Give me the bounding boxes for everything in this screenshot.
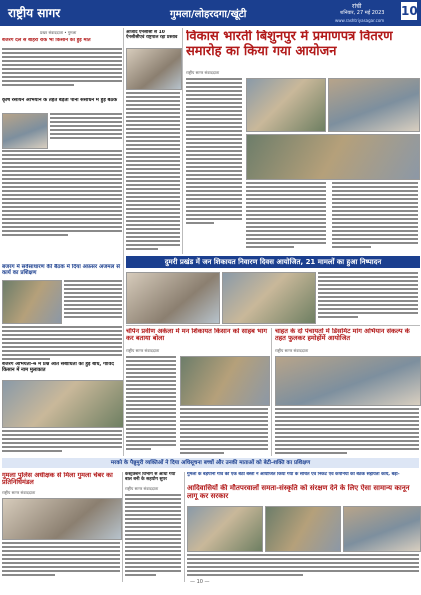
mid-right-story-byline: राष्ट्रीय सागर संवाददाता [275, 348, 309, 353]
newspaper-name: राष्ट्रीय सागर [8, 6, 61, 20]
left-story1-headline: बजरंग दल से बाहरी रोक भी किसान की हुई मौत [2, 38, 91, 43]
mid-right-story-headline: चाहत के दो पंचायतों में डिसमिट मांग अभियान संकल्प के तहत फुलकर हमोहोंमें आयोजित [275, 328, 410, 343]
bottom-band-text [187, 554, 419, 580]
band-story-photo-2 [222, 272, 316, 324]
bottom-mid-story-text [125, 494, 181, 580]
page-footer: — 10 — [190, 579, 210, 585]
column-divider [182, 28, 183, 254]
masthead [0, 0, 421, 26]
left-column-label: प्रखर संवाददाता • गुमला [40, 30, 77, 35]
mid-left-story-byline: राष्ट्रीय सागर संवाददाता [126, 348, 160, 353]
column-divider [123, 28, 124, 456]
bottom-mid-story-byline: राष्ट्रीय सागर संवाददाता [125, 486, 159, 491]
left-story4-text [2, 430, 122, 454]
left-story2-headline: कृषि रसायन अभियान के तहत बड़ती पानी संसाधन में हुई बैठक [2, 98, 118, 103]
column-divider [122, 472, 123, 582]
bottom-band-kicker: गुमला के बड़ेपानी गांव की एक बैठी बस्ती ने आयोजित किया गया के संचित एवं निकट एवं कंपनियों की बैठक सहायता कार्य, बड़ा- [187, 472, 400, 477]
mid-right-story-text [275, 408, 419, 456]
left-story1-text [2, 48, 122, 94]
left-story3-photo [2, 280, 62, 324]
bottom-left-story-byline: राष्ट्रीय सागर संवाददाता [2, 490, 36, 495]
lead-story-text-col1 [186, 78, 242, 228]
section-divider [126, 325, 420, 326]
lower-band-headline: मरको के पैन्नुमुरी व्यक्तिओं ने दिया अधिसूचना बच्चों और उनकी माताओं को बेटी-शक्ति का प्रशिक्षण [2, 458, 419, 468]
small-story-photo [126, 48, 182, 90]
left-story2-side-text [50, 113, 122, 147]
bottom-mid-story-headline: कंस्ट्रक्शन विभाग से आधा गया बाल बनी के सहयोग सुपर [125, 472, 176, 483]
bottom-band-photo-2 [265, 506, 341, 552]
mid-left-story-photo [180, 356, 270, 406]
bottom-band-photo-3 [343, 506, 421, 552]
bottom-left-story-photo [2, 498, 122, 540]
column-divider [184, 472, 185, 582]
lead-story-photo-2 [328, 78, 420, 132]
website: www.rashtriyasagar.com [335, 18, 385, 23]
bottom-left-story-headline: गुमला पुलिस अधीक्षक से मिला गुमला चेंबर का प्रतिनिधिमंडल [2, 472, 113, 487]
edition-date: शनिवार, 27 मई 2023 [340, 10, 385, 16]
left-story3-headline: बजरंग में सर्वसाधारण की बैठक में दिया अफ़सर अजमल से कार्य का प्रशिक्षण [2, 264, 120, 277]
column-divider [271, 328, 272, 456]
band-story-headline: दुमरी प्रखंड में जन शिकायत निवारण दिवस आयोजित, 21 मामलों का हुआ निष्पादन [126, 256, 420, 268]
lead-story-byline: राष्ट्रीय सागर संवाददाता [186, 70, 220, 75]
band-story-text [318, 272, 418, 322]
lead-story-photo-1 [246, 78, 326, 132]
mid-right-story-photo [275, 356, 421, 406]
bottom-left-story-text [2, 542, 120, 580]
bottom-band-photo-1 [187, 506, 263, 552]
color-registration-bar [0, 588, 421, 595]
mid-left-story-text [126, 356, 176, 456]
bottom-band-headline: आदिवासियों की मौतपरवालों समता-संस्कृति को संरक्षण देने के लिए ऐसा सामान्य कानून लागू कर सरकार [187, 484, 410, 501]
section-title: गुमला/लोहरदगा/खूंटी [170, 9, 247, 20]
mid-left-story-text-2 [180, 408, 268, 456]
lead-story-headline: विकास भारती बिशुनपुर में प्रमाणपत्र वितरण समारोह का किया गया आयोजन [186, 30, 393, 59]
band-story-photo-1 [126, 272, 220, 324]
lead-story-text-col3 [332, 182, 418, 252]
lead-story-text-col2 [246, 182, 326, 252]
edition-city: रांची [352, 3, 362, 10]
left-story4-headline: बजरंग अभियंता-4 में प्रश्न आते संबोधितों की हुई बोध, गोविंद किसान में नाम मुलाकात [2, 362, 114, 373]
small-story-headline: आजाद ऐनसीसी से 10 ऐनसीसीएवं राष्ट्रपाल रहा प्रस्ताव [126, 30, 178, 41]
left-story2-text [2, 150, 122, 260]
left-story2-photo [2, 113, 48, 149]
small-story-text [126, 92, 180, 252]
lead-story-photo-3 [246, 134, 420, 180]
left-story3-side-text [64, 280, 122, 322]
left-story3-text [2, 326, 122, 362]
left-story4-photo [2, 380, 124, 428]
mid-left-story-headline: चंपिन प्रवीण अकेला में मन शिकायत किसान को साहब भाग कर बताया बोला [126, 328, 268, 343]
page-number: 10 [401, 4, 418, 18]
